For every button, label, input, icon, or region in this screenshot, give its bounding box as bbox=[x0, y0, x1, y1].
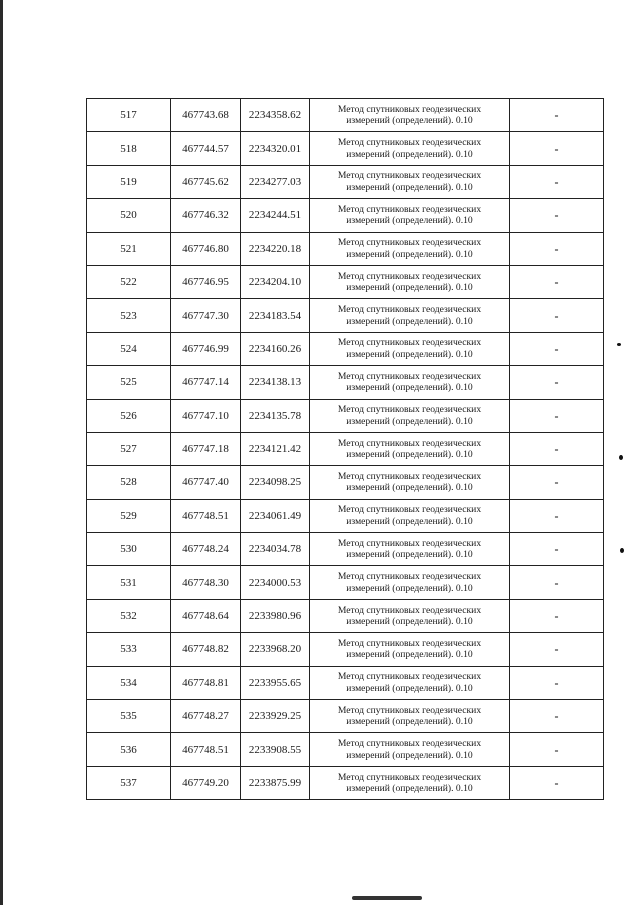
method-line-1: Метод спутниковых геодезических bbox=[337, 237, 482, 249]
method-line-1: Метод спутниковых геодезических bbox=[337, 103, 482, 115]
x-coordinate-cell: 467747.40 bbox=[171, 466, 241, 499]
method-cell bbox=[310, 633, 510, 666]
y-coordinate-cell: 2234061.49 bbox=[241, 499, 310, 532]
extra-cell: - bbox=[510, 332, 604, 365]
point-number-cell: 518 bbox=[87, 132, 171, 165]
extra-cell: - bbox=[510, 265, 604, 298]
x-coordinate-cell: 467748.27 bbox=[171, 700, 241, 733]
method-line-1: Метод спутниковых геодезических bbox=[337, 637, 482, 649]
point-number-cell: 524 bbox=[87, 332, 171, 365]
y-coordinate-cell: 2234220.18 bbox=[241, 232, 310, 265]
point-number-cell: 525 bbox=[87, 366, 171, 399]
extra-cell: - bbox=[510, 366, 604, 399]
x-coordinate-cell: 467748.82 bbox=[171, 633, 241, 666]
x-coordinate-cell: 467744.57 bbox=[171, 132, 241, 165]
extra-cell: - bbox=[510, 165, 604, 198]
x-coordinate-cell: 467748.51 bbox=[171, 499, 241, 532]
y-coordinate-cell: 2234277.03 bbox=[241, 165, 310, 198]
y-coordinate-cell: 2234138.13 bbox=[241, 366, 310, 399]
point-number-cell: 517 bbox=[87, 99, 171, 132]
y-coordinate-cell: 2234121.42 bbox=[241, 432, 310, 465]
x-coordinate-cell: 467746.95 bbox=[171, 265, 241, 298]
method-line-2: измерений (определений). 0.10 bbox=[346, 181, 473, 193]
method-cell bbox=[310, 265, 510, 298]
method-cell bbox=[310, 232, 510, 265]
x-coordinate-cell: 467748.30 bbox=[171, 566, 241, 599]
y-coordinate-cell: 2234244.51 bbox=[241, 199, 310, 232]
method-line-2: измерений (определений). 0.10 bbox=[346, 215, 473, 227]
point-number-cell: 520 bbox=[87, 199, 171, 232]
table-row bbox=[87, 432, 604, 465]
extra-cell: - bbox=[510, 499, 604, 532]
y-coordinate-cell: 2234358.62 bbox=[241, 99, 310, 132]
method-line-2: измерений (определений). 0.10 bbox=[346, 649, 473, 661]
point-number-cell: 522 bbox=[87, 265, 171, 298]
y-coordinate-cell: 2234320.01 bbox=[241, 132, 310, 165]
extra-cell: - bbox=[510, 99, 604, 132]
point-number-cell: 519 bbox=[87, 165, 171, 198]
x-coordinate-cell: 467748.24 bbox=[171, 533, 241, 566]
method-line-2: измерений (определений). 0.10 bbox=[346, 549, 473, 561]
point-number-cell: 528 bbox=[87, 466, 171, 499]
method-line-1: Метод спутниковых геодезических bbox=[337, 704, 482, 716]
scan-bottom-mark bbox=[352, 896, 422, 900]
method-line-2: измерений (определений). 0.10 bbox=[346, 148, 473, 160]
extra-cell: - bbox=[510, 733, 604, 766]
point-number-cell: 533 bbox=[87, 633, 171, 666]
x-coordinate-cell: 467746.32 bbox=[171, 199, 241, 232]
extra-cell: - bbox=[510, 700, 604, 733]
y-coordinate-cell: 2234000.53 bbox=[241, 566, 310, 599]
table-row bbox=[87, 766, 604, 799]
method-line-2: измерений (определений). 0.10 bbox=[346, 783, 473, 794]
method-cell bbox=[310, 399, 510, 432]
table-row bbox=[87, 633, 604, 666]
extra-cell: - bbox=[510, 599, 604, 632]
y-coordinate-cell: 2233968.20 bbox=[241, 633, 310, 666]
method-cell bbox=[310, 332, 510, 365]
method-line-1: Метод спутниковых геодезических bbox=[337, 571, 482, 583]
method-cell bbox=[310, 99, 510, 132]
method-line-2: измерений (определений). 0.10 bbox=[346, 348, 473, 360]
method-cell bbox=[310, 599, 510, 632]
point-number-cell: 521 bbox=[87, 232, 171, 265]
table-row bbox=[87, 232, 604, 265]
table-row bbox=[87, 165, 604, 198]
method-line-2: измерений (определений). 0.10 bbox=[346, 248, 473, 260]
point-number-cell: 529 bbox=[87, 499, 171, 532]
method-cell bbox=[310, 533, 510, 566]
table-row bbox=[87, 332, 604, 365]
method-line-2: измерений (определений). 0.10 bbox=[346, 749, 473, 761]
x-coordinate-cell: 467748.64 bbox=[171, 599, 241, 632]
method-cell bbox=[310, 666, 510, 699]
method-line-1: Метод спутниковых геодезических bbox=[337, 170, 482, 182]
table-row bbox=[87, 499, 604, 532]
point-number-cell: 536 bbox=[87, 733, 171, 766]
point-number-cell: 531 bbox=[87, 566, 171, 599]
method-line-1: Метод спутниковых геодезических bbox=[337, 337, 482, 349]
point-number-cell: 530 bbox=[87, 533, 171, 566]
method-cell bbox=[310, 366, 510, 399]
y-coordinate-cell: 2234034.78 bbox=[241, 533, 310, 566]
method-line-1: Метод спутниковых геодезических bbox=[337, 537, 482, 549]
x-coordinate-cell: 467747.30 bbox=[171, 299, 241, 332]
method-cell bbox=[310, 466, 510, 499]
method-cell bbox=[310, 700, 510, 733]
x-coordinate-cell: 467748.51 bbox=[171, 733, 241, 766]
extra-cell: - bbox=[510, 466, 604, 499]
method-line-1: Метод спутниковых геодезических bbox=[337, 437, 482, 449]
point-number-cell: 527 bbox=[87, 432, 171, 465]
method-line-1: Метод спутниковых геодезических bbox=[337, 370, 482, 382]
x-coordinate-cell: 467749.20 bbox=[171, 766, 241, 799]
method-line-1: Метод спутниковых геодезических bbox=[337, 771, 482, 783]
y-coordinate-cell: 2234160.26 bbox=[241, 332, 310, 365]
point-number-cell: 537 bbox=[87, 766, 171, 799]
y-coordinate-cell: 2234204.10 bbox=[241, 265, 310, 298]
y-coordinate-cell: 2234183.54 bbox=[241, 299, 310, 332]
extra-cell: - bbox=[510, 633, 604, 666]
point-number-cell: 532 bbox=[87, 599, 171, 632]
method-cell bbox=[310, 733, 510, 766]
x-coordinate-cell: 467743.68 bbox=[171, 99, 241, 132]
table-row bbox=[87, 299, 604, 332]
table-row bbox=[87, 466, 604, 499]
method-line-1: Метод спутниковых геодезических bbox=[337, 404, 482, 416]
y-coordinate-cell: 2233929.25 bbox=[241, 700, 310, 733]
table-row bbox=[87, 399, 604, 432]
table-row bbox=[87, 733, 604, 766]
extra-cell: - bbox=[510, 299, 604, 332]
x-coordinate-cell: 467747.10 bbox=[171, 399, 241, 432]
table-row bbox=[87, 366, 604, 399]
table-row bbox=[87, 265, 604, 298]
method-cell bbox=[310, 566, 510, 599]
extra-cell: - bbox=[510, 766, 604, 799]
table-row bbox=[87, 700, 604, 733]
method-line-2: измерений (определений). 0.10 bbox=[346, 616, 473, 628]
method-line-2: измерений (определений). 0.10 bbox=[346, 716, 473, 728]
y-coordinate-cell: 2233875.99 bbox=[241, 766, 310, 799]
method-cell bbox=[310, 766, 510, 799]
method-cell bbox=[310, 199, 510, 232]
method-line-2: измерений (определений). 0.10 bbox=[346, 515, 473, 527]
extra-cell: - bbox=[510, 432, 604, 465]
method-line-1: Метод спутниковых геодезических bbox=[337, 137, 482, 149]
method-line-2: измерений (определений). 0.10 bbox=[346, 115, 473, 127]
method-line-1: Метод спутниковых геодезических bbox=[337, 304, 482, 316]
coordinates-table-body bbox=[87, 99, 604, 800]
point-number-cell: 535 bbox=[87, 700, 171, 733]
method-line-2: измерений (определений). 0.10 bbox=[346, 315, 473, 327]
extra-cell: - bbox=[510, 132, 604, 165]
point-number-cell: 526 bbox=[87, 399, 171, 432]
x-coordinate-cell: 467747.14 bbox=[171, 366, 241, 399]
method-line-2: измерений (определений). 0.10 bbox=[346, 482, 473, 494]
method-line-1: Метод спутниковых геодезических bbox=[337, 738, 482, 750]
method-cell bbox=[310, 165, 510, 198]
method-line-1: Метод спутниковых геодезических bbox=[337, 470, 482, 482]
x-coordinate-cell: 467747.18 bbox=[171, 432, 241, 465]
method-cell bbox=[310, 432, 510, 465]
x-coordinate-cell: 467748.81 bbox=[171, 666, 241, 699]
table-row bbox=[87, 132, 604, 165]
y-coordinate-cell: 2234098.25 bbox=[241, 466, 310, 499]
extra-cell: - bbox=[510, 533, 604, 566]
x-coordinate-cell: 467745.62 bbox=[171, 165, 241, 198]
y-coordinate-cell: 2233980.96 bbox=[241, 599, 310, 632]
method-cell bbox=[310, 299, 510, 332]
coordinates-table bbox=[86, 98, 604, 800]
method-cell bbox=[310, 499, 510, 532]
method-cell bbox=[310, 132, 510, 165]
table-row bbox=[87, 566, 604, 599]
x-coordinate-cell: 467746.99 bbox=[171, 332, 241, 365]
method-line-1: Метод спутниковых геодезических bbox=[337, 270, 482, 282]
extra-cell: - bbox=[510, 232, 604, 265]
scan-speck bbox=[620, 548, 624, 553]
method-line-2: измерений (определений). 0.10 bbox=[346, 682, 473, 694]
method-line-1: Метод спутниковых геодезических bbox=[337, 504, 482, 516]
method-line-2: измерений (определений). 0.10 bbox=[346, 449, 473, 461]
scan-left-edge bbox=[0, 0, 3, 905]
extra-cell: - bbox=[510, 399, 604, 432]
table-row bbox=[87, 199, 604, 232]
table-row bbox=[87, 666, 604, 699]
point-number-cell: 523 bbox=[87, 299, 171, 332]
method-line-2: измерений (определений). 0.10 bbox=[346, 382, 473, 394]
extra-cell: - bbox=[510, 566, 604, 599]
extra-cell: - bbox=[510, 666, 604, 699]
extra-cell: - bbox=[510, 199, 604, 232]
y-coordinate-cell: 2234135.78 bbox=[241, 399, 310, 432]
scan-speck bbox=[617, 343, 621, 346]
method-line-1: Метод спутниковых геодезических bbox=[337, 671, 482, 683]
method-line-2: измерений (определений). 0.10 bbox=[346, 582, 473, 594]
table-row bbox=[87, 533, 604, 566]
y-coordinate-cell: 2233908.55 bbox=[241, 733, 310, 766]
method-line-1: Метод спутниковых геодезических bbox=[337, 203, 482, 215]
table-row bbox=[87, 599, 604, 632]
table-row bbox=[87, 99, 604, 132]
x-coordinate-cell: 467746.80 bbox=[171, 232, 241, 265]
method-line-1: Метод спутниковых геодезических bbox=[337, 604, 482, 616]
method-line-2: измерений (определений). 0.10 bbox=[346, 282, 473, 294]
y-coordinate-cell: 2233955.65 bbox=[241, 666, 310, 699]
point-number-cell: 534 bbox=[87, 666, 171, 699]
method-line-2: измерений (определений). 0.10 bbox=[346, 415, 473, 427]
scan-speck bbox=[619, 455, 623, 460]
